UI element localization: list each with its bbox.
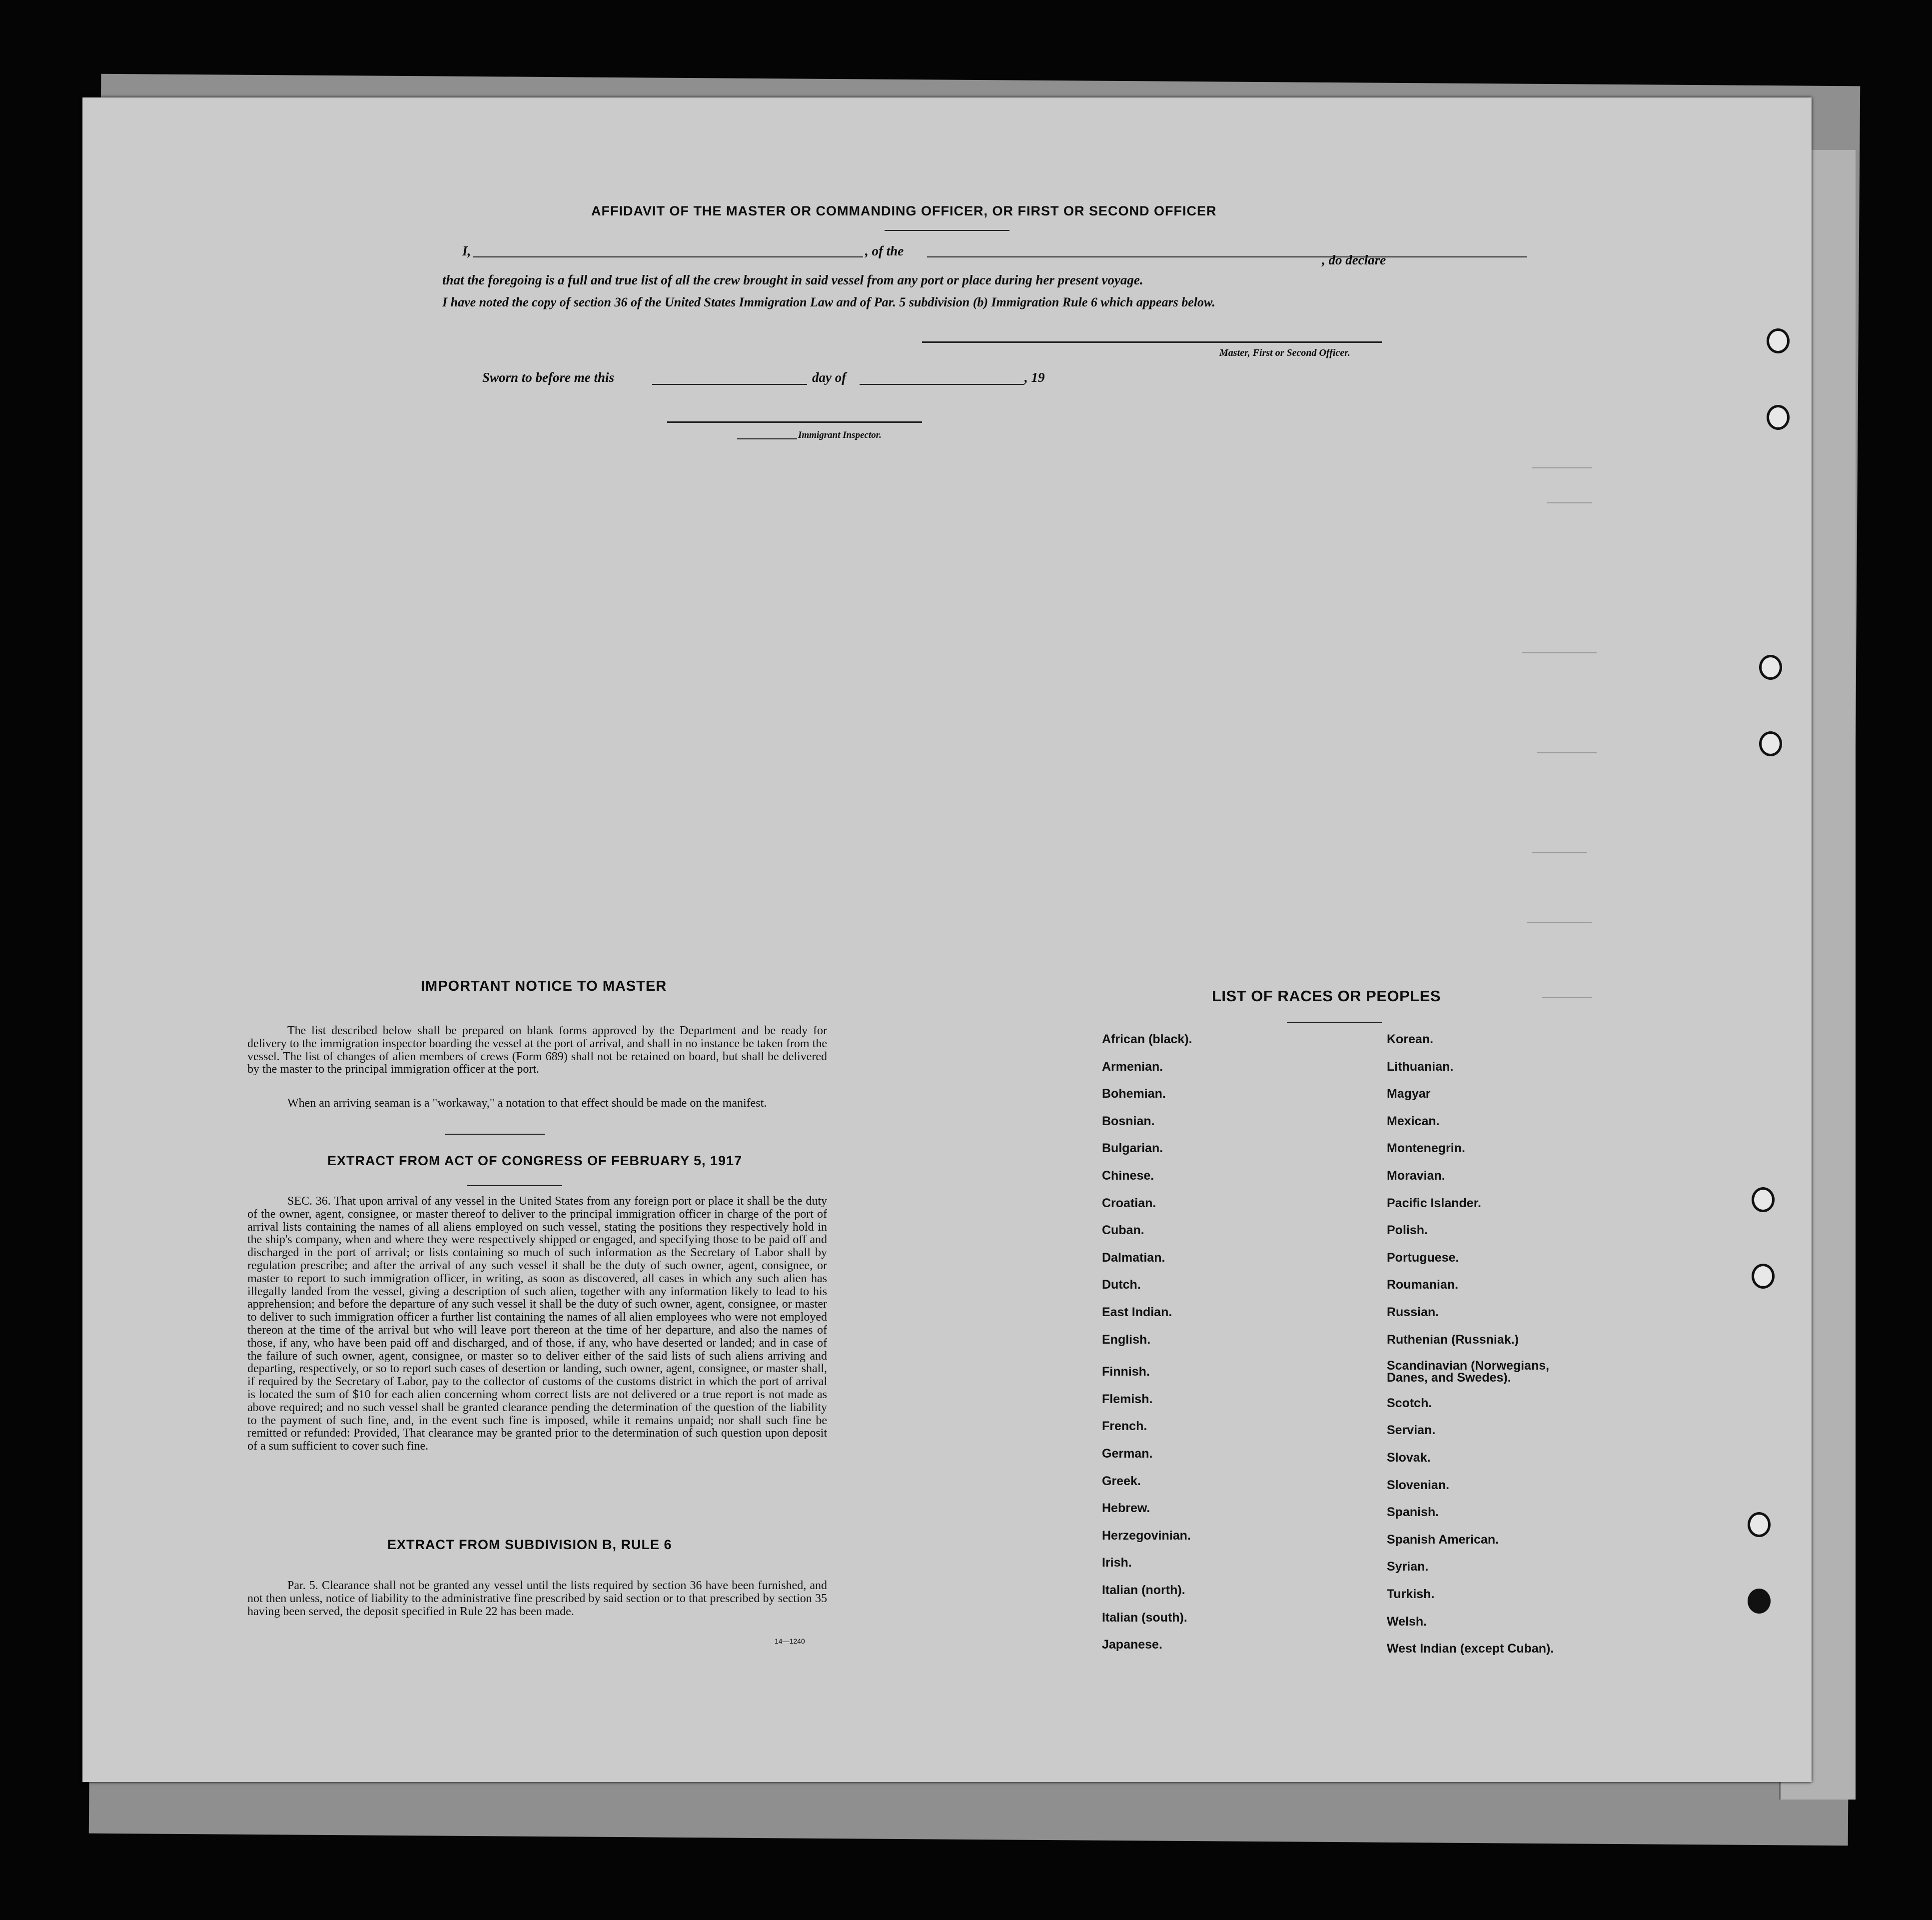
race-entry: Dutch. <box>1102 1278 1141 1292</box>
race-entry: Finnish. <box>1102 1365 1150 1379</box>
race-entry: Lithuanian. <box>1387 1059 1454 1074</box>
race-entry: Portuguese. <box>1387 1250 1459 1265</box>
affidavit-line-2: that the foregoing is a full and true list of all the crew brought in said vessel from any port or place during her present voyage. <box>442 272 1143 287</box>
binder-hole <box>1748 1589 1771 1614</box>
binder-hole <box>1767 405 1790 430</box>
race-entry: German. <box>1102 1447 1153 1461</box>
race-entry: Italian (north). <box>1102 1583 1185 1597</box>
race-entry: Bohemian. <box>1102 1087 1166 1101</box>
race-entry: Russian. <box>1387 1305 1439 1319</box>
race-entry: Scandinavian (Norwegians, Danes, and Swedes). <box>1387 1359 1550 1385</box>
races-title: LIST OF RACES OR PEOPLES <box>1212 987 1441 1005</box>
form-number: 14—1240 <box>775 1637 805 1645</box>
binder-hole <box>1759 731 1782 756</box>
race-entry: Japanese. <box>1102 1638 1162 1652</box>
race-entry: Irish. <box>1102 1556 1132 1570</box>
race-entry: Italian (south). <box>1102 1610 1187 1625</box>
race-entry: Scotch. <box>1387 1396 1432 1410</box>
race-entry: Polish. <box>1387 1223 1428 1238</box>
race-entry: Welsh. <box>1387 1614 1427 1629</box>
race-entry: Spanish American. <box>1387 1532 1499 1547</box>
race-entry: African (black). <box>1102 1032 1192 1046</box>
race-entry: Montenegrin. <box>1387 1141 1465 1156</box>
affidavit-title: AFFIDAVIT OF THE MASTER OR COMMANDING OFFICER, OR FIRST OR SECOND OFFICER <box>591 203 1217 218</box>
vessel-blank <box>927 256 1527 257</box>
act-divider <box>467 1185 562 1186</box>
sworn-month-blank <box>860 384 1024 385</box>
notice-title: IMPORTANT NOTICE TO MASTER <box>421 978 667 994</box>
race-entry: Slovenian. <box>1387 1478 1450 1492</box>
race-entry: Syrian. <box>1387 1560 1429 1574</box>
document-page <box>82 97 1812 1782</box>
race-entry: Flemish. <box>1102 1392 1153 1406</box>
race-entry: Magyar <box>1387 1087 1431 1101</box>
notice-divider <box>445 1134 545 1135</box>
race-entry: Korean. <box>1387 1032 1434 1046</box>
master-signature-line <box>922 341 1382 343</box>
race-entry: West Indian (except Cuban). <box>1387 1642 1554 1656</box>
binder-hole <box>1748 1512 1771 1537</box>
binder-hole <box>1759 655 1782 680</box>
race-entry: Croatian. <box>1102 1196 1156 1210</box>
binder-hole <box>1767 328 1790 353</box>
race-entry: Servian. <box>1387 1423 1436 1438</box>
race-entry: English. <box>1102 1332 1151 1347</box>
race-entry: Hebrew. <box>1102 1501 1150 1516</box>
sworn-year-label: , 19 <box>1024 370 1045 385</box>
race-entry: Dalmatian. <box>1102 1250 1165 1265</box>
race-entry: Pacific Islander. <box>1387 1196 1481 1210</box>
inspector-signature-line <box>667 421 922 423</box>
race-entry: Greek. <box>1102 1474 1141 1488</box>
act-section-36: SEC. 36. That upon arrival of any vessel in the United States from any foreign port or place it shall be the duty of the owner, agent, consignee, or master thereof to deliver to the principal immigration officer in charge of the port of arrival lists containing the names of all aliens employed on such vessel, stating the positions they respectively hold in the ship's company, when and where they were respectively shipped or engaged, and specifying those to be paid off and discharged in the port of arrival; or lists containing so much of such information as the Secretary of Labor shall by regulation prescribe; and after the arrival of any such vessel it shall be the duty of such owner, agent, consignee, or master to report to such immigration officer, in writing, as soon as discovered, all cases in which any such alien has illegally landed from the vessel, giving a description of such alien, together with any information likely to lead to his apprehension; and before the departure of any such vessel it shall be the duty of such owner, agent, consignee, or master to deliver to such immigration officer a further list containing the names of all alien employees who were not employed thereon at the time of the arrival but who will leave port thereon at the time of her departure, and also the names of those, if any, who have been paid off and discharged, and of those, if any, who have deserted or landed; and in case of the failure of such owner, agent, consignee, or master so to deliver either of the said lists of such aliens arriving and departing, respectively, or so to report such cases of desertion or landing, such owner, agent, consignee, or master shall, if required by the Secretary of Labor, pay to the collector of customs of the customs district in which the port of arrival is located the sum of $10 for each alien concerning whom correct lists are not delivered or a true report is not made as above required; and no such vessel shall be granted clearance pending the determination of the question of the liability to the payment of such fine, and, in the event such fine is imposed, while it remains unpaid; nor shall such fine be remitted or refunded: Provided, That clearance may be granted prior to the determination of such question upon deposit of a sum sufficient to cover such fine. <box>247 1195 827 1453</box>
notice-para-2: When an arriving seaman is a "workaway," a notation to that effect should be made on the manifest. <box>287 1097 767 1110</box>
title-underline <box>885 230 1009 231</box>
name-blank <box>473 256 863 257</box>
race-entry: East Indian. <box>1102 1305 1172 1319</box>
inspector-label: Immigrant Inspector. <box>798 430 882 440</box>
affidavit-line-2-end: , do declare <box>1322 252 1386 267</box>
race-entry: Bulgarian. <box>1102 1141 1163 1156</box>
race-entry: Spanish. <box>1387 1505 1439 1520</box>
sworn-day-blank <box>652 384 807 385</box>
race-entry: Roumanian. <box>1387 1278 1459 1292</box>
race-entry: Herzegovinian. <box>1102 1528 1191 1543</box>
race-entry: Bosnian. <box>1102 1114 1155 1128</box>
rule-par-5: Par. 5. Clearance shall not be granted any vessel until the lists required by section 36 have been furnished, and not then unless, notice of liability to the administrative fine prescribed by said section or to that prescribed by section 35 having been served, the deposit specified in Rule 22 has been made. <box>247 1579 827 1618</box>
binder-hole <box>1752 1264 1775 1289</box>
race-entry: French. <box>1102 1419 1147 1434</box>
act-title: EXTRACT FROM ACT OF CONGRESS OF FEBRUARY 5, 1917 <box>327 1153 743 1168</box>
affidavit-line-i: I, <box>462 243 471 258</box>
race-entry: Chinese. <box>1102 1169 1154 1183</box>
inspector-name-blank <box>737 438 797 439</box>
affidavit-line-3-display: I have noted the copy of section 36 of the United States Immigration Law and of Par. 5 subdivision (b) Immigration Rule 6 which appears below. <box>442 295 1215 309</box>
sworn-day-label: day of <box>812 370 847 385</box>
race-entry: Turkish. <box>1387 1587 1435 1601</box>
race-entry: Slovak. <box>1387 1451 1431 1465</box>
master-label: Master, First or Second Officer. <box>1219 347 1350 358</box>
race-entry: Mexican. <box>1387 1114 1440 1128</box>
rule-title: EXTRACT FROM SUBDIVISION B, RULE 6 <box>387 1537 672 1552</box>
binder-hole <box>1752 1187 1775 1212</box>
race-entry: Cuban. <box>1102 1223 1144 1238</box>
notice-para-1: The list described below shall be prepared on blank forms approved by the Department and be ready for delivery to the immigration inspector boarding the vessel at the port of arrival, and shall in no instance be taken from the vessel. The list of changes of alien members of crews (Form 689) shall not be retained on board, but shall be delivered by the master to the principal immigration officer at the port. <box>247 1024 827 1076</box>
race-entry: Moravian. <box>1387 1169 1445 1183</box>
affidavit-line-of-the: , of the <box>865 243 904 258</box>
race-entry: Ruthenian (Russniak.) <box>1387 1332 1519 1347</box>
sworn-prefix: Sworn to before me this <box>482 370 615 385</box>
race-entry: Armenian. <box>1102 1059 1163 1074</box>
races-divider <box>1287 1022 1382 1023</box>
